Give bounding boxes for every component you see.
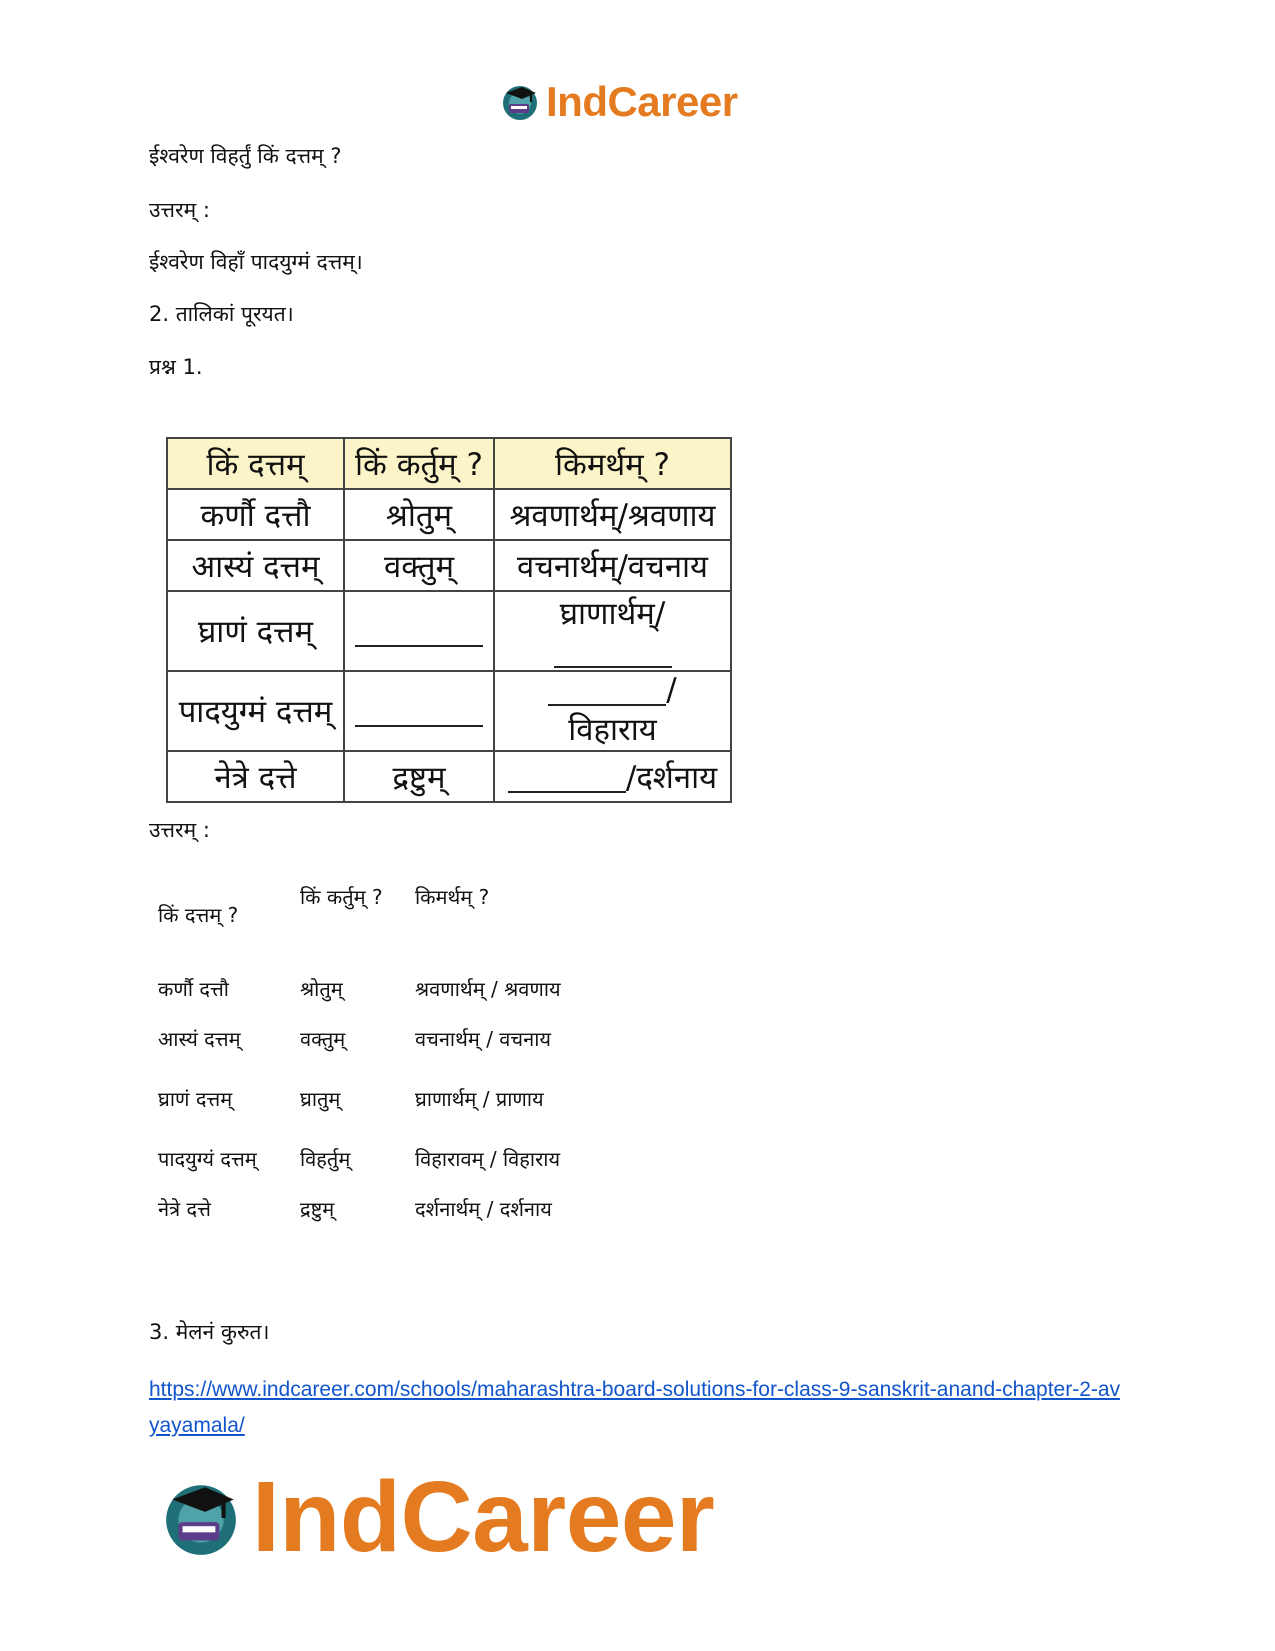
table-cell: वक्तुम् xyxy=(300,1027,346,1051)
table-cell: कर्णौ दत्तौ xyxy=(158,977,229,1001)
header-cell: किमर्थम् ? xyxy=(415,885,490,909)
table-row xyxy=(167,489,731,540)
table-row xyxy=(148,1010,595,1060)
table-cell: पादयुग्मं दत्तम् xyxy=(167,671,344,751)
table-cell: वचनार्थम् / वचनाय xyxy=(415,1027,551,1051)
graduation-globe-icon xyxy=(160,1477,242,1559)
blank-cell xyxy=(344,591,494,671)
table-header-row xyxy=(167,438,731,489)
table-cell: घ्रातुम् xyxy=(300,1087,341,1111)
answer-text: ईश्वरेण विहाँ पादयुग्मं दत्तम्। xyxy=(149,250,363,274)
table-cell: वचनार्थम्/वचनाय xyxy=(494,540,731,591)
table-cell: द्रष्टुम् xyxy=(300,1197,335,1221)
logo-text: IndCareer xyxy=(252,1461,715,1573)
fill-blank xyxy=(508,765,626,793)
answer-label: उत्तरम् : xyxy=(149,198,210,222)
table-row xyxy=(167,591,731,671)
table-cell: श्रोतुम् xyxy=(344,489,494,540)
question-text: ईश्वरेण विहर्तुं किं दत्तम् ? xyxy=(149,144,342,168)
table-cell: आस्यं दत्तम् xyxy=(158,1027,241,1051)
table-row xyxy=(148,1120,595,1180)
indcareer-logo-bottom xyxy=(160,1460,714,1575)
table-cell: श्रोतुम् xyxy=(300,977,343,1001)
table-row xyxy=(167,671,731,751)
question-table xyxy=(166,437,732,803)
fill-blank xyxy=(548,678,666,706)
header-cell: किं कर्तुम् ? xyxy=(344,438,494,489)
table-cell: नेत्रे दत्ते xyxy=(158,1197,211,1221)
header-cell: किं दत्तम् xyxy=(167,438,344,489)
table-cell: घ्राणं दत्तम् xyxy=(167,591,344,671)
header-cell: किं दत्तम् ? xyxy=(158,903,239,927)
table-cell: दर्शनार्थम् / दर्शनाय xyxy=(415,1197,552,1221)
table-cell: श्रवणार्थम् / श्रवणाय xyxy=(415,977,561,1001)
table-cell: विहर्तुम् xyxy=(300,1147,351,1171)
table-row xyxy=(167,540,731,591)
table-cell: पादयुग्यं दत्तम् xyxy=(158,1147,257,1171)
blank-cell xyxy=(344,671,494,751)
indcareer-logo-top xyxy=(500,78,738,126)
section-2-heading: 2. तालिकां पूरयत। xyxy=(149,302,294,326)
table-row xyxy=(148,1060,595,1120)
answer-label-2: उत्तरम् : xyxy=(149,818,210,842)
table-row xyxy=(148,936,595,1010)
cell-text: /दर्शनाय xyxy=(625,759,718,796)
answer-header-row xyxy=(148,876,595,936)
graduation-globe-icon xyxy=(500,82,540,122)
table-cell xyxy=(494,751,731,802)
table-row xyxy=(167,751,731,802)
question-number: प्रश्न 1. xyxy=(149,355,203,379)
fill-blank xyxy=(355,619,483,647)
table-cell: नेत्रे दत्ते xyxy=(167,751,344,802)
fill-blank xyxy=(355,699,483,727)
fill-blank xyxy=(554,640,672,668)
header-cell: किं कर्तुम् ? xyxy=(300,885,383,909)
table-row xyxy=(148,1180,595,1230)
table-cell: घ्राणं दत्तम् xyxy=(158,1087,233,1111)
table-cell: कर्णौ दत्तौ xyxy=(167,489,344,540)
cell-text: /विहाराय xyxy=(568,672,677,748)
answer-table xyxy=(148,876,595,1230)
table-cell: वक्तुम् xyxy=(344,540,494,591)
table-cell: विहारावम् / विहाराय xyxy=(415,1147,561,1171)
table-cell xyxy=(494,671,731,751)
table-cell: आस्यं दत्तम् xyxy=(167,540,344,591)
logo-text: IndCareer xyxy=(546,78,738,125)
table-cell: द्रष्टुम् xyxy=(344,751,494,802)
source-link[interactable]: https://www.indcareer.com/schools/maharashtra-board-solutions-for-class-9-sanskrit-anand-chapter-2-avyayamala/ xyxy=(149,1378,1121,1437)
cell-text: घ्राणार्थम्/ xyxy=(559,596,666,632)
section-3-heading: 3. मेलनं कुरुत। xyxy=(149,1320,270,1344)
table-cell xyxy=(494,591,731,671)
table-cell: घ्राणार्थम् / प्राणाय xyxy=(415,1087,544,1111)
table-cell: श्रवणार्थम्/श्रवणाय xyxy=(494,489,731,540)
header-cell: किमर्थम् ? xyxy=(494,438,731,489)
